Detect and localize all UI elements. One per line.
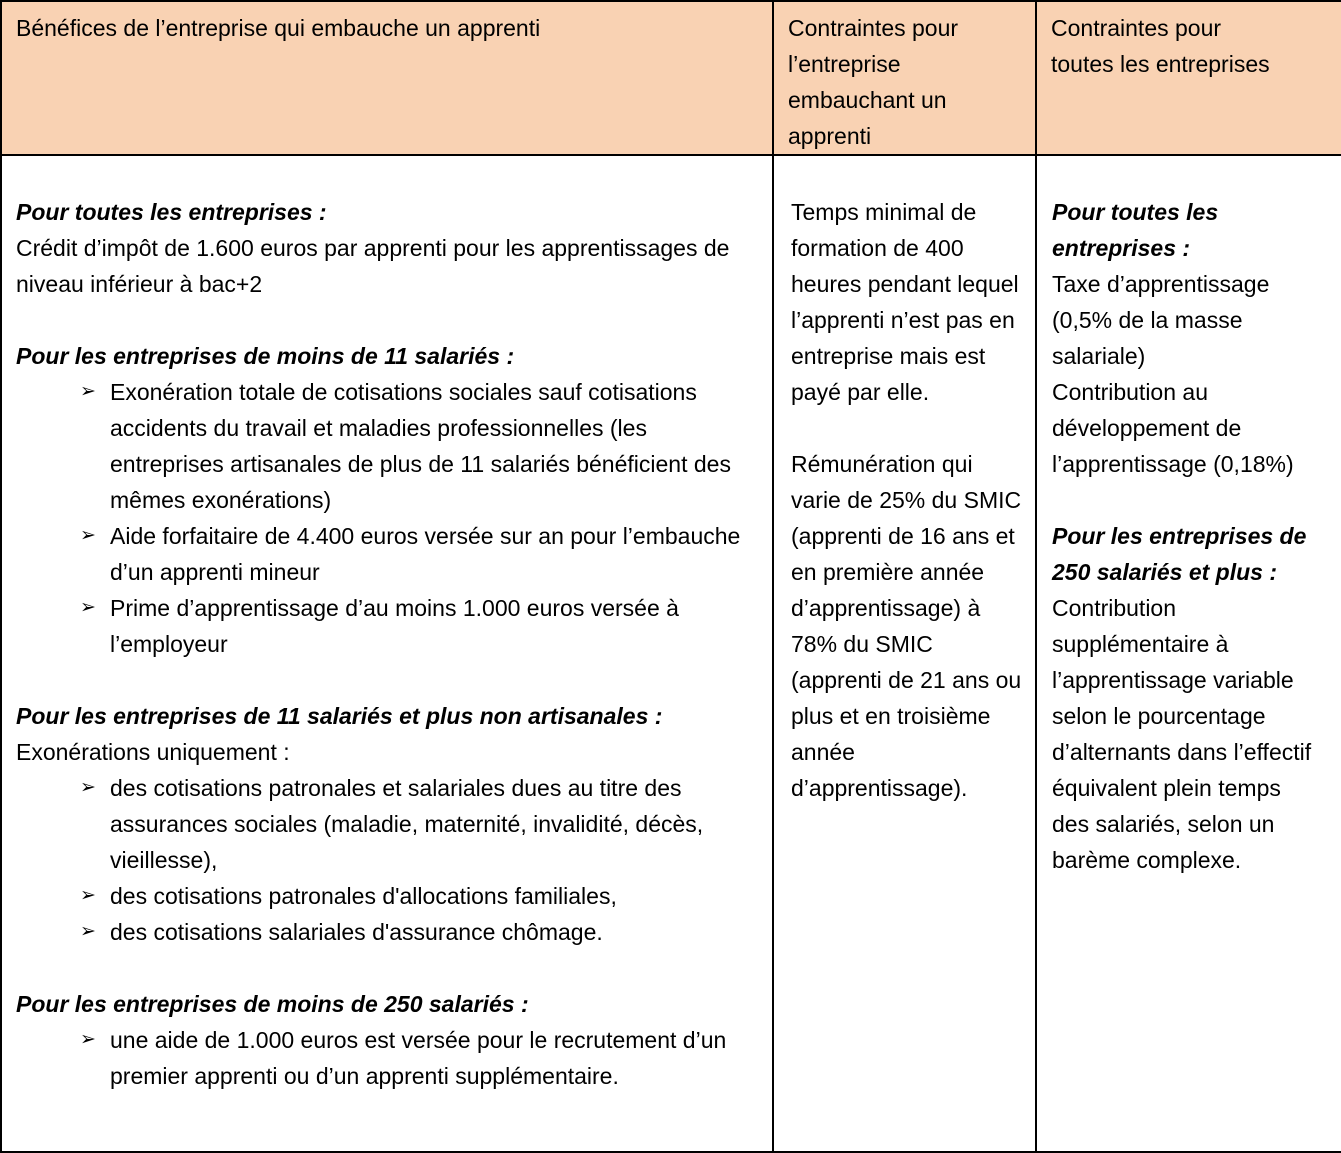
list-item-text: Prime d’apprentissage d’au moins 1.000 euros versée à l’employeur [110,595,679,657]
body-cell-benefits [1,155,773,1152]
spacer [791,410,1025,446]
spacer [16,662,746,698]
list-item-text: Exonération totale de cotisations sociales sauf cotisations accidents du travail et maladies professionnelles (les entreprises artisanales de plus de 11 salariés bénéficient des mêmes exonérations) [110,379,731,513]
arrow-bullet-icon: ➢ [80,381,96,402]
list-item [16,590,746,662]
body-cell-constraints-apprentice [773,155,1036,1152]
list-item [16,914,746,950]
spacer [16,950,746,986]
section-heading-250-plus-employees: Pour les entreprises de 250 salariés et plus : [1052,523,1307,585]
table-header-row [1,1,1341,155]
paragraph-remuneration: Rémunération qui varie de 25% du SMIC (apprenti de 16 ans et en première année d’apprentissage) à 78% du SMIC (apprenti de 21 ans ou plus et en troisième année d’apprentissage). [791,451,1022,801]
list-item-text: des cotisations patronales d'allocations familiales, [110,883,617,909]
body-cell-constraints-all [1036,155,1341,1152]
arrow-bullet-icon: ➢ [80,1029,96,1050]
arrow-bullet-icon: ➢ [80,597,96,618]
bullet-list-under-11 [16,374,746,662]
header-cell-constraints-apprentice [773,1,1036,155]
list-item [16,878,746,914]
list-item-text: une aide de 1.000 euros est versée pour le recrutement d’un premier apprenti ou d’un apprenti supplémentaire. [110,1027,727,1089]
list-item-text: Aide forfaitaire de 4.400 euros versée sur an pour l’embauche d’un apprenti mineur [110,523,741,585]
list-item [16,770,746,878]
header-cell-constraints-all [1036,1,1341,155]
arrow-bullet-icon: ➢ [80,777,96,798]
paragraph-supplementary-contribution: Contribution supplémentaire à l’apprentissage variable selon le pourcentage d’alternants dans l’effectif équivalent plein temps des salariés, selon un barème complexe. [1052,595,1312,873]
section-heading-under-11-employees: Pour les entreprises de moins de 11 salariés : [16,343,515,369]
list-item [16,518,746,590]
arrow-bullet-icon: ➢ [80,525,96,546]
section-heading-all-companies-constraints: Pour toutes les entreprises : [1052,199,1219,261]
section-heading-under-250-employees: Pour les entreprises de moins de 250 salariés : [16,991,529,1017]
section-heading-all-companies: Pour toutes les entreprises : [16,199,327,225]
paragraph-apprenticeship-tax: Taxe d’apprentissage (0,5% de la masse salariale) [1052,271,1270,369]
header-benefits-label: Bénéfices de l’entreprise qui embauche un apprenti [16,15,541,41]
paragraph-exonerations-only: Exonérations uniquement : [16,739,290,765]
list-item [16,1022,746,1094]
paragraph-training-time: Temps minimal de formation de 400 heures pendant lequel l’apprenti n’est pas en entreprise mais est payé par elle. [791,199,1019,405]
arrow-bullet-icon: ➢ [80,885,96,906]
spacer [16,302,746,338]
bullet-list-exonerations [16,770,746,950]
list-item [16,374,746,518]
spacer [1052,482,1315,518]
header-constraints-all-label: Contraintes pour toutes les entreprises [1051,15,1270,77]
bullet-list-under-250 [16,1022,746,1094]
paragraph-tax-credit: Crédit d’impôt de 1.600 euros par apprenti pour les apprentissages de niveau inférieur à bac+2 [16,235,730,297]
table-body-row [1,155,1341,1152]
header-constraints-apprentice-label: Contraintes pour l’entreprise embauchant un apprenti [788,15,959,149]
list-item-text: des cotisations patronales et salariales dues au titre des assurances sociales (maladie, maternité, invalidité, décès, vieillesse), [110,775,704,873]
arrow-bullet-icon: ➢ [80,921,96,942]
header-cell-benefits [1,1,773,155]
list-item-text: des cotisations salariales d'assurance chômage. [110,919,603,945]
section-heading-11-plus-non-artisanal: Pour les entreprises de 11 salariés et plus non artisanales : [16,703,663,729]
paragraph-development-contribution: Contribution au développement de l’apprentissage (0,18%) [1052,379,1294,477]
